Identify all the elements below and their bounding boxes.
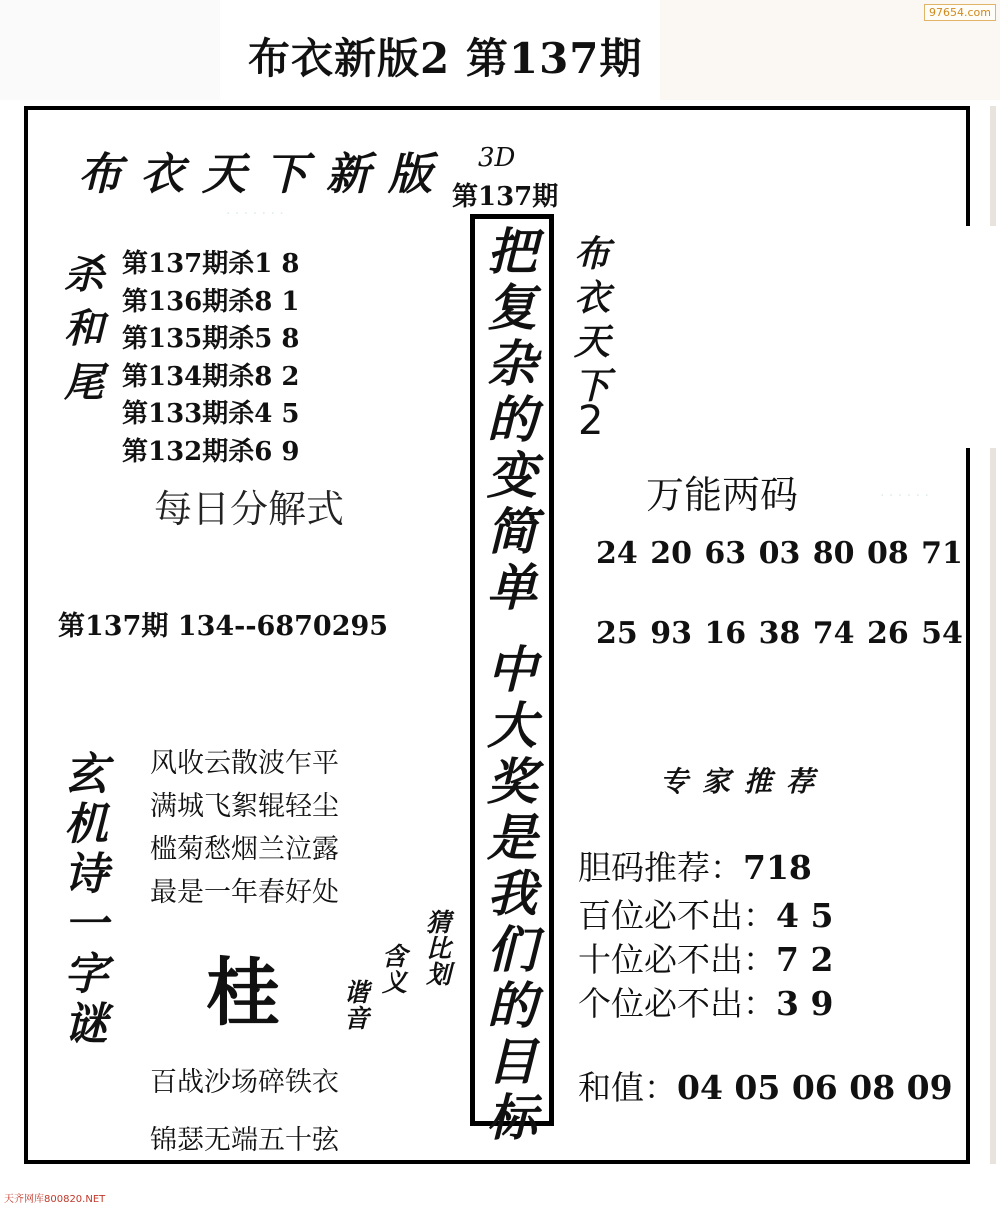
hint-char: 谐 [344,978,370,1007]
rec-value: 04 05 06 08 09 [677,1068,953,1107]
slogan-char: 的 [487,390,537,449]
hint-char: 猜 [426,908,452,937]
hint-char: 比 [426,934,452,963]
rec-label: 百位必不出： [578,896,776,935]
slogan-char: 简 [487,502,537,561]
slogan-char: 单 [487,558,537,617]
slogan-char: 们 [487,920,537,979]
bottom-poem-line: 锦瑟无端五十弦 [150,1125,339,1156]
code-row: 24 20 63 03 80 08 71 [596,536,963,571]
daily-formula-value: 134--6870295 [177,611,389,642]
poem-line: 风收云散波乍平 [150,748,339,779]
kill-title-char: 杀 [64,251,104,298]
slogan-char: 我 [487,864,537,923]
poem-title-char: 谜 [64,999,108,1050]
slogan-char: 的 [487,976,537,1035]
slogan-char: 是 [487,808,537,867]
page-title: 布衣新版2 第137期 [248,34,643,83]
rec-label: 胆码推荐： [578,848,743,887]
rec-bai [578,890,833,937]
rec-ge [578,978,833,1025]
rec-value: 3 9 [776,984,834,1023]
hint-strokes [426,910,451,988]
rec-value: 718 [743,848,812,887]
hint-char: 划 [426,960,452,989]
banner-title: 布衣天下新版 [78,149,450,200]
hint-char: 音 [344,1004,370,1033]
header-left-shade [0,0,220,100]
side-brand-char: 下 [574,365,611,407]
kill-title-char: 和 [64,305,104,352]
slogan-char: 复 [487,278,537,337]
rec-value: 4 5 [776,896,834,935]
footer-watermark: 天齐网库800820.NET [4,1194,106,1205]
slogan-char: 变 [487,446,537,505]
side-shade [966,226,1000,448]
poem-title-char: 机 [64,799,108,850]
bottom-poem-line: 百战沙场碎铁衣 [150,1067,339,1098]
hint-meaning [382,944,407,996]
poem-line: 最是一年春好处 [150,877,339,908]
slogan-char: 标 [487,1088,537,1147]
kill-row: 第133期杀4 5 [122,399,300,429]
code-row: 25 93 16 38 74 26 54 [596,616,963,651]
hint-homophone [344,980,369,1032]
kill-row: 第132期杀6 9 [122,436,300,467]
rec-value: 7 2 [776,940,834,979]
banner-issue: 第137期 [452,182,559,212]
side-brand-char: 天 [574,321,611,363]
faint-watermark: · · · · · · · [226,206,284,222]
rec-shi [578,934,833,981]
hint-char: 含 [382,942,408,971]
side-brand-char: 布 [574,233,611,275]
hint-char: 义 [382,968,408,997]
side-brand-title [574,232,610,408]
faint-watermark: · · · · · · [880,488,929,504]
poem-line: 满城飞絮辊轻尘 [150,791,339,822]
site-watermark-tag[interactable]: 97654.com [924,4,996,21]
wanneng-title: 万能两码 [646,473,799,517]
poem-riddle-title [64,750,108,1050]
slogan-char: 把 [487,222,537,281]
riddle-character: 桂 [206,950,280,1036]
poem-title-char: 字 [64,949,108,1000]
banner-3d-tag: 3D [478,143,516,173]
daily-formula-line [58,604,388,643]
rec-dan [578,842,812,889]
slogan-char: 杂 [487,334,537,393]
daily-formula-title: 每日分解式 [154,487,345,531]
poem-lines [150,742,339,914]
kill-list [122,246,300,471]
kill-row: 第137期杀1 8 [122,249,300,279]
kill-section-title [64,248,104,410]
poem-title-char: 一 [64,899,108,950]
poem-title-char: 玄 [64,749,108,800]
kill-row: 第135期杀5 8 [122,324,300,354]
expert-title: 专家推荐 [660,765,829,798]
central-slogan [474,224,550,1146]
side-brand-char: 衣 [574,277,611,319]
slogan-char: 奖 [487,752,537,811]
kill-row: 第136期杀8 1 [122,286,300,317]
rec-label: 十位必不出： [578,940,776,979]
daily-issue: 第137期 [58,611,169,642]
poem-title-char: 诗 [64,849,108,900]
rec-label: 个位必不出： [578,984,776,1023]
rec-hezhi [578,1062,953,1109]
slogan-char: 大 [487,696,537,755]
side-brand-number: 2 [578,398,604,444]
slogan-char: 中 [487,640,537,699]
kill-title-char: 尾 [64,359,104,406]
kill-row: 第134期杀8 2 [122,361,300,392]
slogan-char: 目 [487,1032,537,1091]
poem-line: 槛菊愁烟兰泣露 [150,834,339,865]
rec-label: 和值： [578,1068,677,1107]
